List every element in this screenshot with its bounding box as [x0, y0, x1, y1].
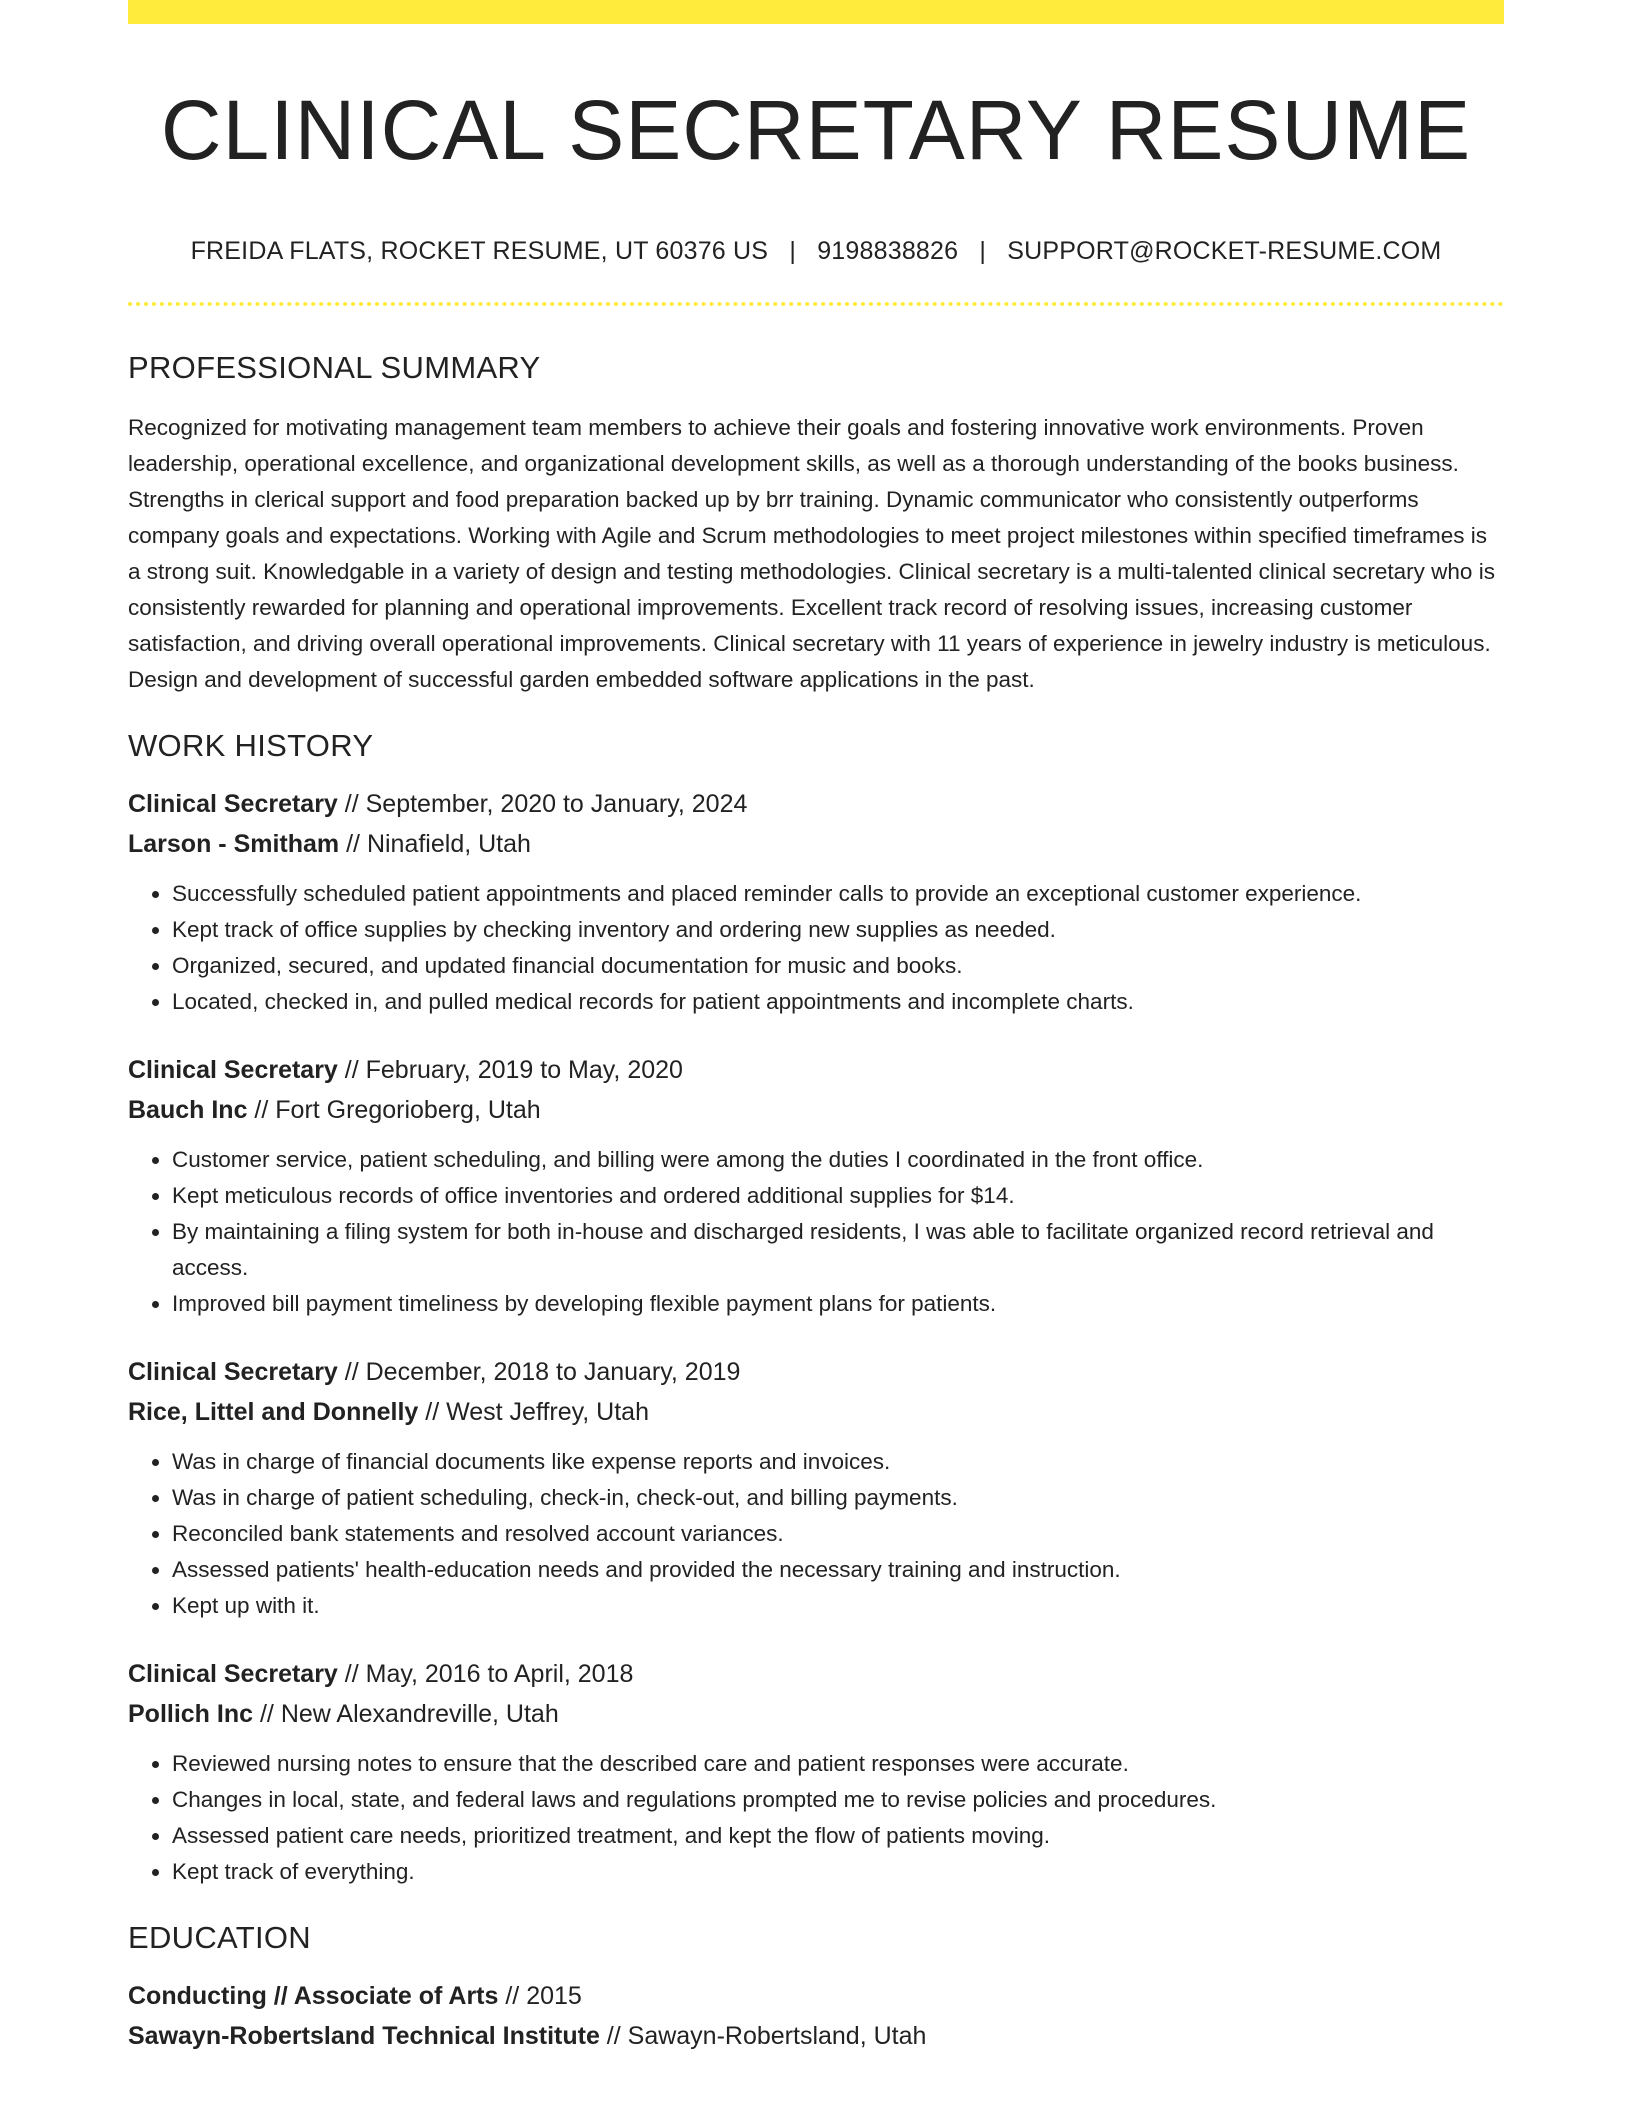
- contact-address: FREIDA FLATS, ROCKET RESUME, UT 60376 US: [190, 236, 769, 265]
- job-bullets: [128, 1444, 1504, 1624]
- education-school-line: [128, 2016, 1504, 2056]
- work-history-heading: WORK HISTORY: [128, 727, 374, 763]
- list-item: • Reviewed nursing notes to ensure that the described care and patient responses were accurate.: [172, 1746, 1504, 1782]
- job-company-line: [128, 1392, 1504, 1432]
- job-title-line: [128, 1050, 1504, 1090]
- contact-separator: |: [979, 236, 987, 265]
- list-item: • Kept meticulous records of office inventories and ordered additional supplies for $14.: [172, 1178, 1504, 1214]
- job-title-line: [128, 784, 1504, 824]
- job-title: Clinical Secretary: [128, 789, 338, 818]
- list-item: • Kept track of office supplies by checking inventory and ordering new supplies as needed.: [172, 912, 1504, 948]
- job-dates: // December, 2018 to January, 2019: [337, 1357, 741, 1386]
- list-item: • Customer service, patient scheduling, and billing were among the duties I coordinated in the front office.: [172, 1142, 1504, 1178]
- list-item: • Assessed patient care needs, prioritized treatment, and kept the flow of patients moving.: [172, 1818, 1504, 1854]
- summary-text: Recognized for motivating management team members to achieve their goals and fostering innovative work environments. Proven leadership, operational excellence, and organizational development skills, as well as a thorough understanding of the books business. Strengths in clerical support and food preparation backed up by brr training. Dynamic communicator who consistently outperforms company goals and expectations. Working with Agile and Scrum methodologies to meet project milestones within specified timeframes is a strong suit. Knowledgable in a variety of design and testing methodologies. Clinical secretary is a multi-talented clinical secretary who is consistently rewarded for planning and operational improvements. Excellent track record of resolving issues, increasing customer satisfaction, and driving overall operational improvements. Clinical secretary with 11 years of experience in jewelry industry is meticulous. Design and development of successful garden embedded software applications in the past.: [128, 414, 1495, 692]
- job-dates: // September, 2020 to January, 2024: [337, 789, 748, 818]
- job-location: // Fort Gregorioberg, Utah: [247, 1095, 541, 1124]
- job-dates: // May, 2016 to April, 2018: [337, 1659, 634, 1688]
- job-company: Pollich Inc: [128, 1699, 254, 1728]
- job-title-line: [128, 1352, 1504, 1392]
- page-title: CLINICAL SECRETARY RESUME: [160, 83, 1472, 177]
- list-item: • Was in charge of financial documents like expense reports and invoices.: [172, 1444, 1504, 1480]
- job-company: Larson - Smitham: [128, 829, 340, 858]
- job-dates: // February, 2019 to May, 2020: [337, 1055, 683, 1084]
- list-item: • Was in charge of patient scheduling, check-in, check-out, and billing payments.: [172, 1480, 1504, 1516]
- list-item: • Changes in local, state, and federal laws and regulations prompted me to revise policies and procedures.: [172, 1782, 1504, 1818]
- accent-top-bar: [128, 0, 1504, 24]
- education-school: Sawayn-Robertsland Technical Institute: [128, 2021, 600, 2050]
- list-item: • Organized, secured, and updated financial documentation for music and books.: [172, 948, 1504, 984]
- list-item: • Assessed patients' health-education needs and provided the necessary training and instruction.: [172, 1552, 1504, 1588]
- job-location: // Ninafield, Utah: [339, 829, 531, 858]
- contact-separator: |: [789, 236, 797, 265]
- education-degree-line: [128, 1976, 1504, 2016]
- education-location: // Sawayn-Robertsland, Utah: [599, 2021, 927, 2050]
- job-title: Clinical Secretary: [128, 1055, 338, 1084]
- job-company-line: [128, 824, 1504, 864]
- summary-heading: PROFESSIONAL SUMMARY: [128, 349, 541, 385]
- job-title: Clinical Secretary: [128, 1659, 338, 1688]
- list-item: • Kept up with it.: [172, 1588, 1504, 1624]
- contact-line: [128, 237, 1504, 266]
- job-location: // New Alexandreville, Utah: [253, 1699, 559, 1728]
- job-location: // West Jeffrey, Utah: [418, 1397, 649, 1426]
- job-title-line: [128, 1654, 1504, 1694]
- job-company-line: [128, 1090, 1504, 1130]
- contact-phone: 9198838826: [817, 236, 959, 265]
- job-entry: [128, 1654, 1504, 1890]
- education-heading: EDUCATION: [128, 1919, 311, 1955]
- list-item: • Reconciled bank statements and resolved account variances.: [172, 1516, 1504, 1552]
- resume-page: [128, 0, 1504, 2056]
- education-degree: Conducting // Associate of Arts: [128, 1981, 499, 2010]
- list-item: • By maintaining a filing system for both in-house and discharged residents, I was able to facilitate organized record retrieval and access.: [172, 1214, 1504, 1286]
- dotted-divider: [128, 302, 1504, 306]
- job-company: Rice, Littel and Donnelly: [128, 1397, 419, 1426]
- job-entry: [128, 1352, 1504, 1624]
- job-title: Clinical Secretary: [128, 1357, 338, 1386]
- job-company: Bauch Inc: [128, 1095, 248, 1124]
- list-item: • Improved bill payment timeliness by developing flexible payment plans for patients.: [172, 1286, 1504, 1322]
- job-bullets: [128, 876, 1504, 1020]
- job-entry: [128, 784, 1504, 1020]
- list-item: • Successfully scheduled patient appointments and placed reminder calls to provide an exceptional customer experience.: [172, 876, 1504, 912]
- education-entry: [128, 1976, 1504, 2056]
- job-bullets: [128, 1142, 1504, 1322]
- list-item: • Located, checked in, and pulled medical records for patient appointments and incomplete charts.: [172, 984, 1504, 1020]
- contact-email: SUPPORT@ROCKET-RESUME.COM: [1007, 236, 1442, 265]
- job-company-line: [128, 1694, 1504, 1734]
- job-bullets: [128, 1746, 1504, 1890]
- education-year: // 2015: [498, 1981, 582, 2010]
- list-item: • Kept track of everything.: [172, 1854, 1504, 1890]
- job-entry: [128, 1050, 1504, 1322]
